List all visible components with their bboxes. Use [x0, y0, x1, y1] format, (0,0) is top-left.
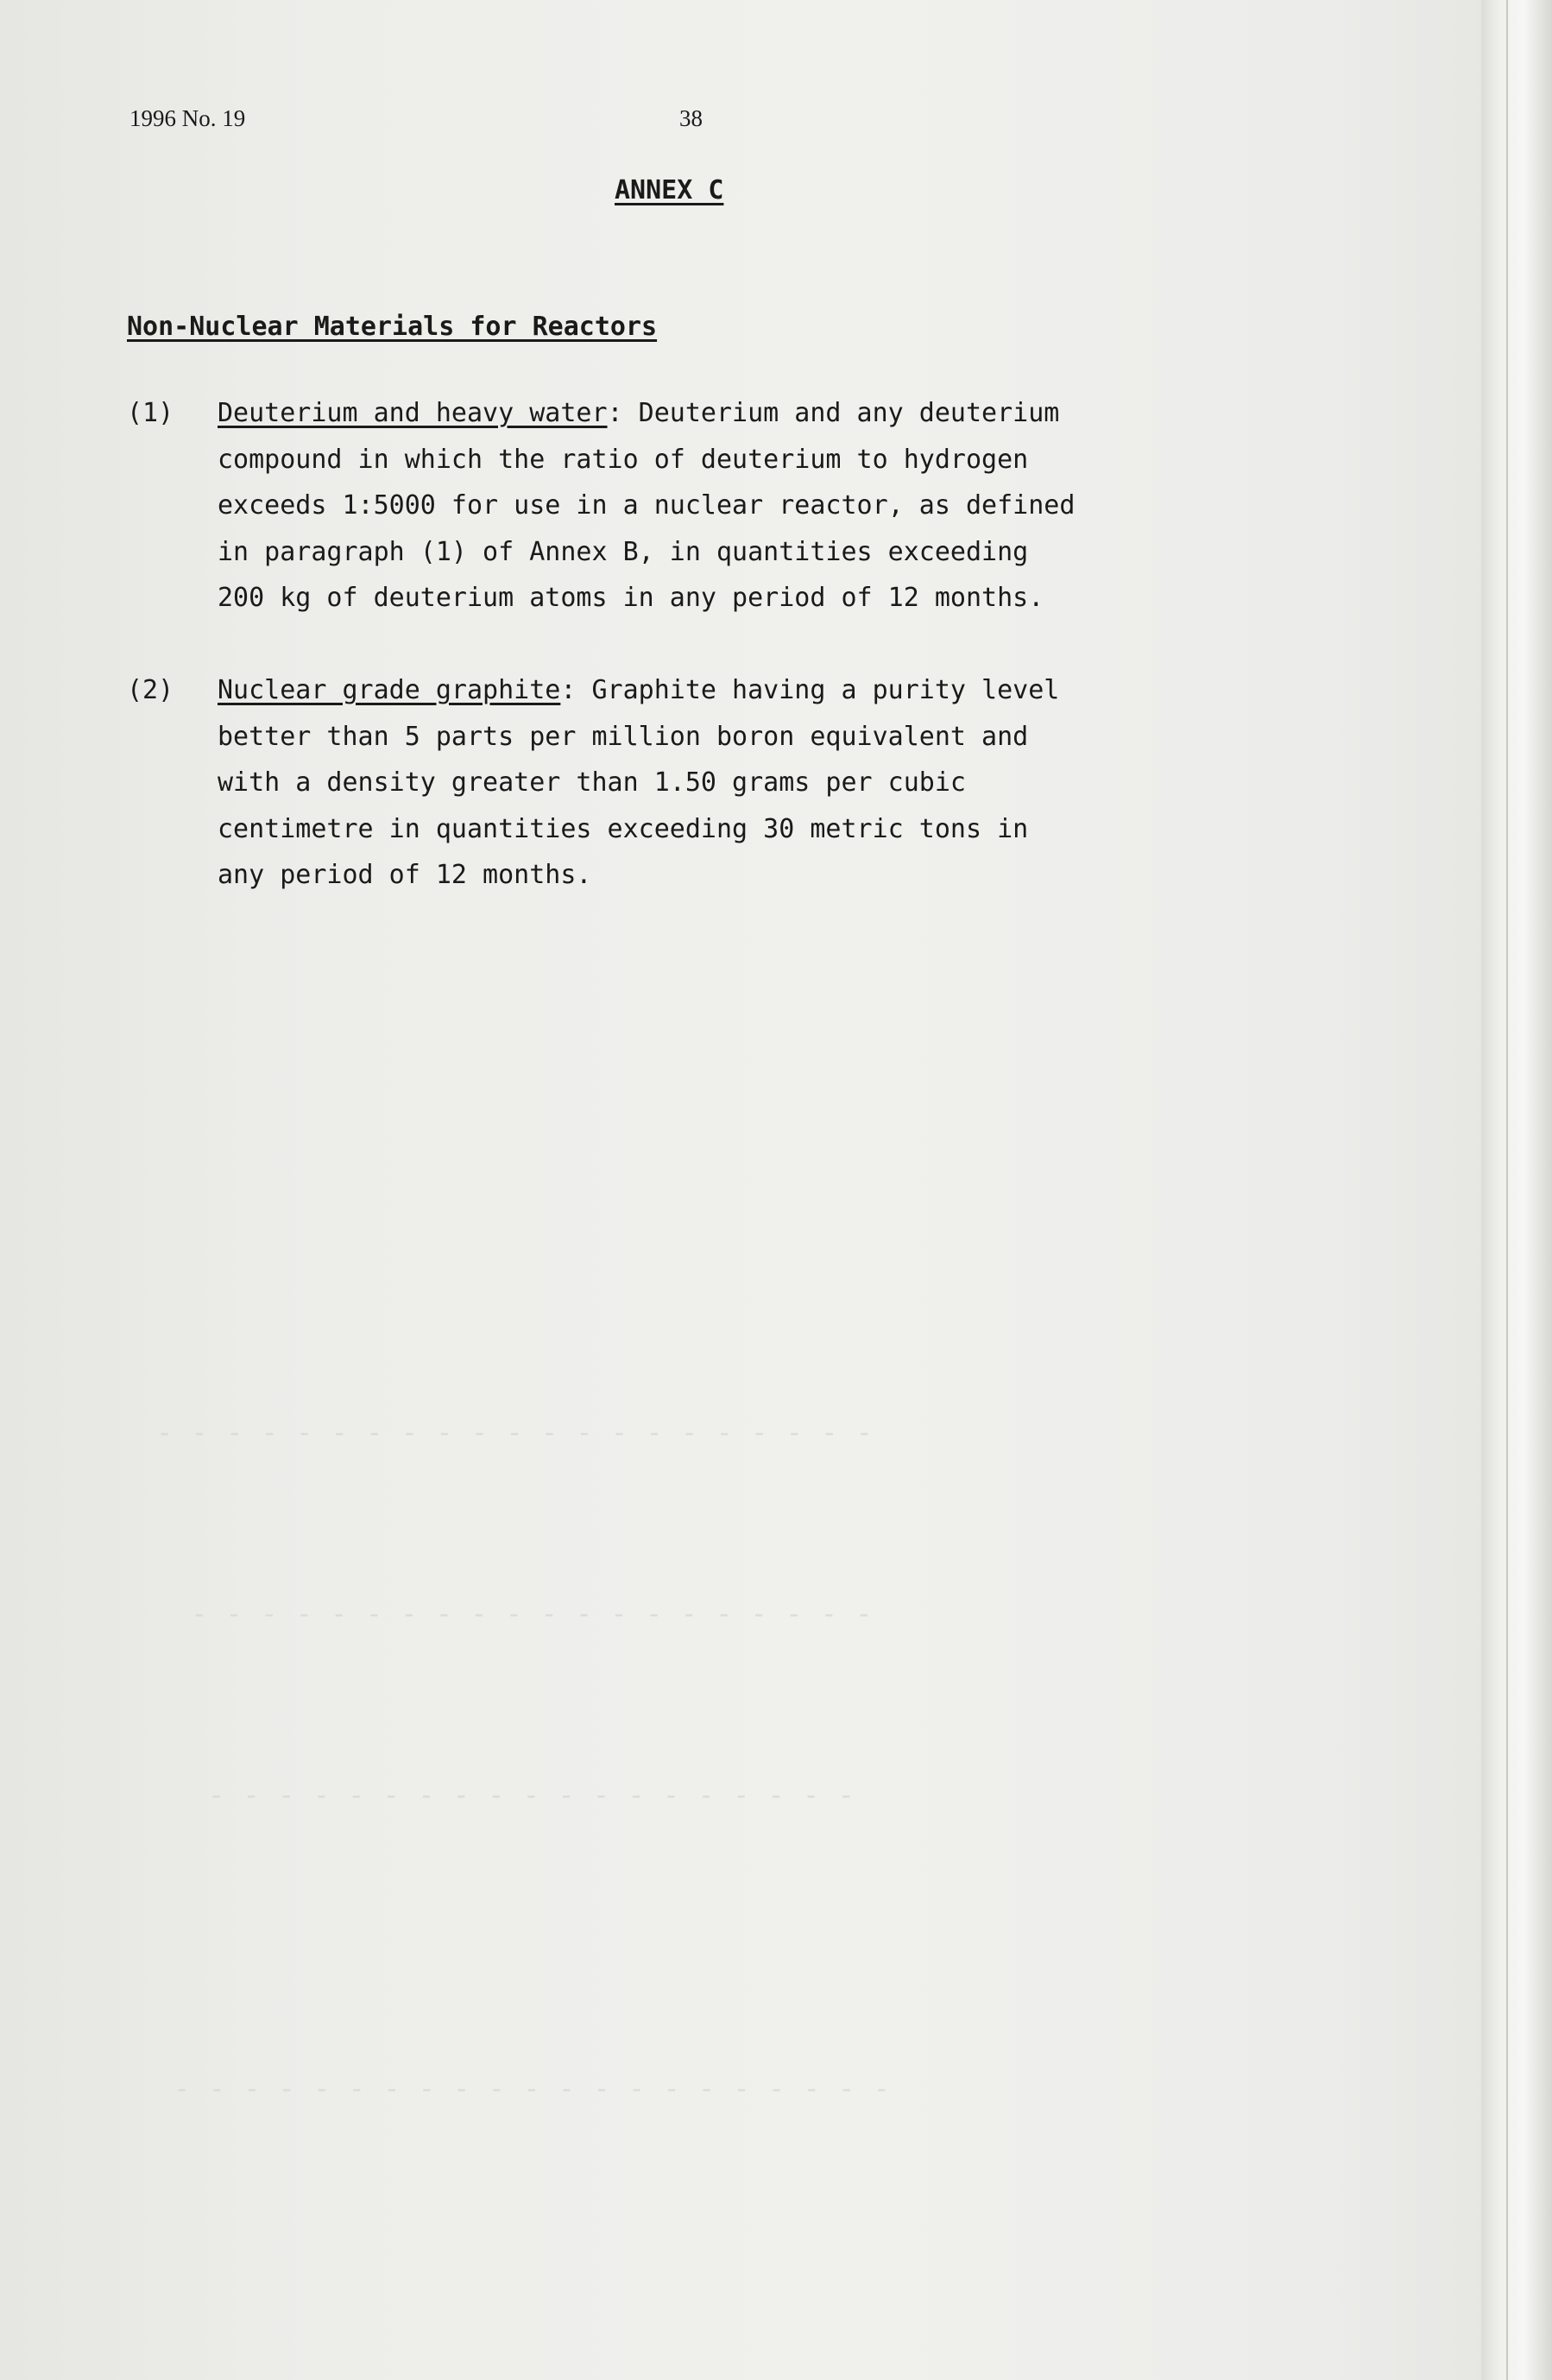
show-through-text: - - - - - - - - - - - - - - - - - - - - - — [155, 1416, 873, 1449]
show-through-text: - - - - - - - - - - - - - - - - - - - — [207, 1778, 855, 1811]
section-title: Non-Nuclear Materials for Reactors — [127, 312, 658, 342]
show-through-text: - - - - - - - - - - - - - - - - - - - - - — [173, 2072, 890, 2105]
item-body — [218, 398, 1357, 629]
item-line-text: : Graphite having a purity level — [560, 675, 1060, 705]
item-line — [218, 675, 1357, 722]
item-line: any period of 12 months. — [218, 860, 592, 890]
item-line: exceeds 1:5000 for use in a nuclear reactor, as defined — [218, 490, 1076, 521]
item-line: 200 kg of deuterium atoms in any period of 12 months. — [218, 583, 1044, 613]
item-line-text: : Deuterium and any deuterium — [607, 398, 1060, 428]
item-line: centimetre in quantities exceeding 30 metric tons in — [218, 813, 1029, 844]
item-line: with a density greater than 1.50 grams per cubic — [218, 767, 966, 798]
page-edge-shadow — [1481, 0, 1552, 2380]
show-through-text: - - - - - - - - - - - - - - - - - - - - — [190, 1597, 873, 1630]
running-head-doc-ref: 1996 No. 19 — [129, 105, 246, 131]
item-line: better than 5 parts per million boron equivalent and — [218, 721, 1029, 752]
item-line: in paragraph (1) of Annex B, in quantities exceeding — [218, 536, 1029, 567]
running-head-page-number: 38 — [679, 105, 703, 131]
page-edge-line — [1506, 0, 1508, 2380]
item-term: Deuterium and heavy water — [218, 398, 608, 428]
item-number: (1) — [127, 398, 174, 428]
item-body — [218, 675, 1357, 906]
annex-title: ANNEX C — [615, 175, 724, 205]
item-term: Nuclear grade graphite — [218, 675, 561, 705]
item-line — [218, 398, 1357, 445]
item-number: (2) — [127, 675, 174, 705]
item-line: compound in which the ratio of deuterium to hydrogen — [218, 444, 1029, 475]
